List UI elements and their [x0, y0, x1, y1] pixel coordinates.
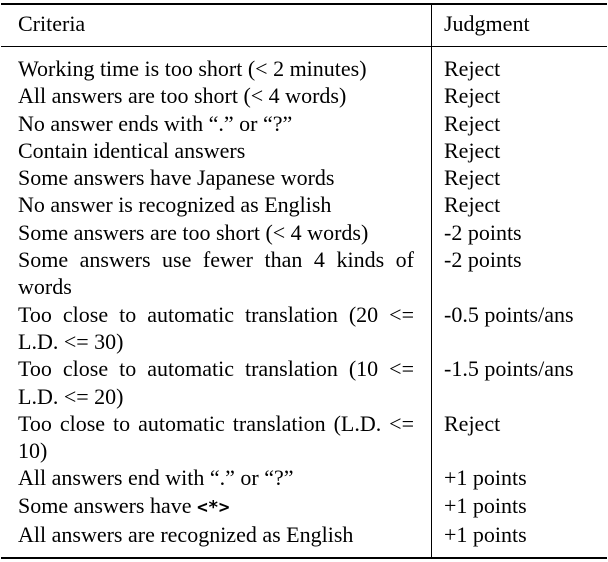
criteria-cell: Some answers have Japanese words: [18, 165, 335, 191]
table-body: [1, 55, 607, 548]
criteria-cell: Too close to automatic translation (20 <= L.D. <= 30): [18, 301, 414, 354]
table-row: [1, 246, 607, 301]
judgment-cell: Reject: [444, 410, 501, 436]
table-bottom-rule: [1, 557, 607, 559]
table-row: [1, 464, 607, 491]
criteria-cell: No answer ends with “.” or “?”: [18, 110, 293, 136]
judgment-cell: -1.5 points/ans: [444, 356, 574, 382]
judgment-cell: Reject: [444, 165, 501, 191]
judgment-cell: Reject: [444, 83, 501, 109]
table-row: [1, 301, 607, 356]
judgment-cell: Reject: [444, 110, 501, 136]
header-criteria: Criteria: [18, 11, 86, 36]
table-header-rule: [1, 46, 607, 47]
header-judgment: Judgment: [444, 11, 530, 36]
criteria-cell: All answers are too short (< 4 words): [18, 83, 347, 109]
table-row: [1, 110, 607, 137]
criteria-cell: All answers are recognized as English: [18, 522, 354, 548]
criteria-cell: Contain identical answers: [18, 137, 246, 163]
table-row: [1, 492, 607, 521]
table-row: [1, 521, 607, 548]
criteria-cell: All answers end with “.” or “?”: [18, 465, 294, 491]
criteria-cell: Too close to automatic translation (L.D. <= 10): [18, 410, 414, 464]
judgment-cell: +1 points: [444, 522, 527, 548]
table-row: [1, 191, 607, 218]
criteria-cell: No answer is recognized as English: [18, 192, 332, 218]
judgment-cell: Reject: [444, 192, 501, 218]
criteria-cell: Too close to automatic translation (10 <= L.D. <= 20): [18, 356, 414, 409]
table-top-rule: [1, 3, 607, 5]
criteria-cell: Working time is too short (< 2 minutes): [18, 56, 367, 81]
judgment-cell: -0.5 points/ans: [444, 301, 574, 327]
criteria-cell: [1, 492, 431, 521]
criteria-text: Some answers have: [18, 492, 198, 518]
judgment-cell: Reject: [444, 56, 501, 81]
judgment-cell: -2 points: [444, 219, 522, 245]
judgment-cell: +1 points: [444, 492, 527, 518]
table-row: [1, 164, 607, 191]
judgment-cell: Reject: [444, 137, 501, 163]
table-row: [1, 355, 607, 410]
criteria-cell: Some answers use fewer than 4 kinds of words: [18, 247, 414, 300]
table-row: [1, 137, 607, 164]
table-row: [1, 82, 607, 109]
code-token: <*>: [197, 496, 230, 518]
table-row: [1, 410, 607, 465]
table-row: [1, 55, 607, 82]
judgment-cell: -2 points: [444, 247, 522, 273]
criteria-cell: Some answers are too short (< 4 words): [18, 219, 369, 245]
table-row: [1, 219, 607, 246]
judgment-cell: +1 points: [444, 465, 527, 491]
